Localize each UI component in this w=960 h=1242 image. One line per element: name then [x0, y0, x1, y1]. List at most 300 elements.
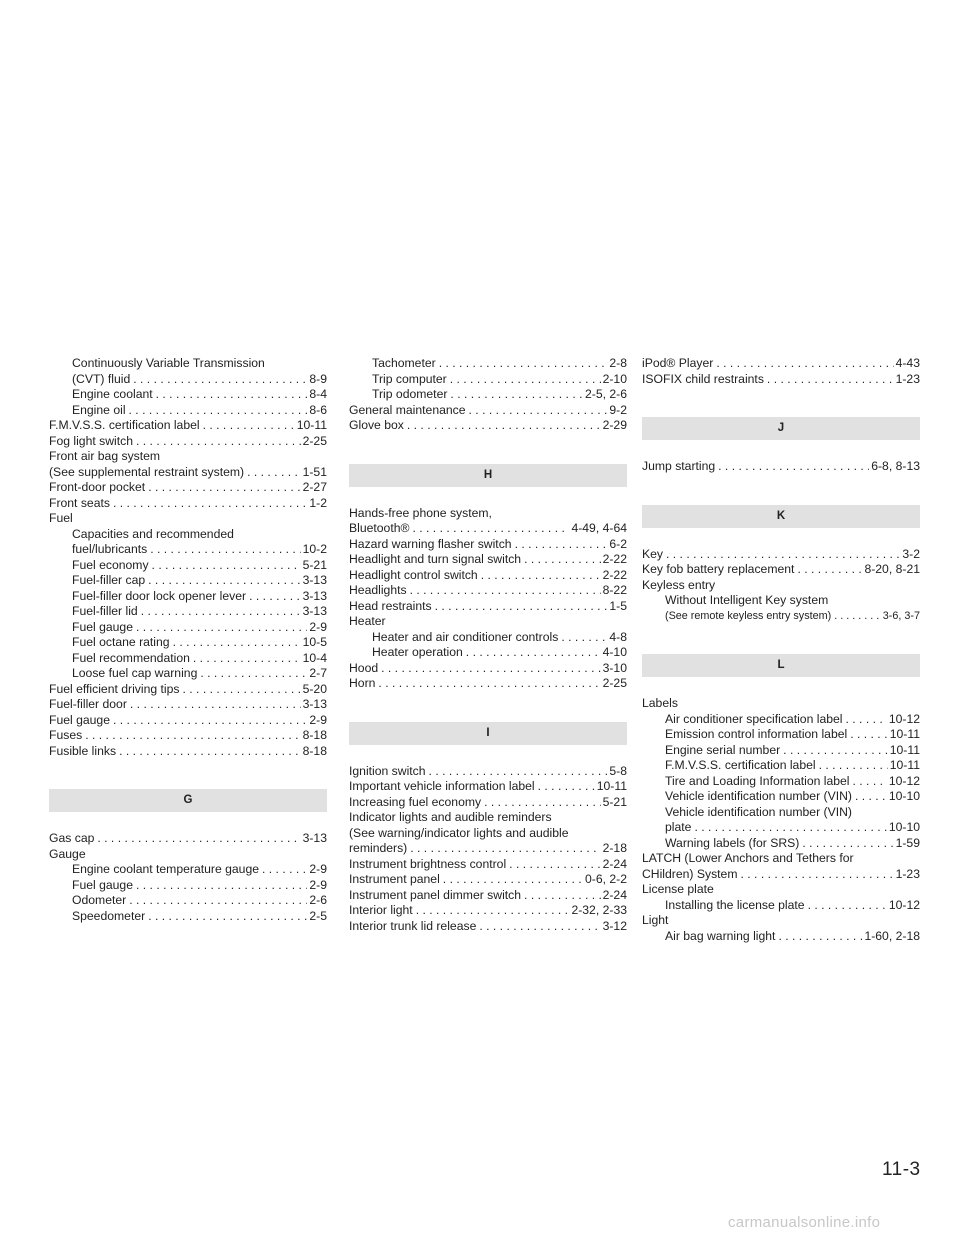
entry-label: General maintenance	[349, 402, 466, 417]
index-entry[interactable]	[49, 558, 327, 574]
dot-leader	[412, 521, 569, 537]
entry-page-ref[interactable]: 2-24	[602, 856, 627, 871]
entry-label: Fuel efficient driving tips	[49, 681, 180, 696]
dot-leader	[481, 568, 601, 584]
dot-leader	[416, 903, 570, 919]
dot-leader	[450, 387, 583, 403]
entry-page-ref[interactable]: 10-11	[889, 727, 920, 741]
index-entry[interactable]	[49, 878, 327, 894]
entry-label: Fog light switch	[49, 433, 133, 448]
dot-leader	[152, 558, 301, 574]
entry-label: Jump starting	[642, 459, 716, 473]
entry-label: Fuel-filler door	[49, 697, 127, 711]
entry-page-ref[interactable]: 0-6, 2-2	[584, 872, 627, 886]
index-entry-heading	[49, 527, 327, 543]
entry-label: Fuel octane rating	[72, 635, 170, 649]
index-entry[interactable]	[349, 645, 627, 661]
entry-page-ref[interactable]: 1-5	[609, 598, 627, 613]
entry-page-ref[interactable]: 10-12	[888, 711, 920, 726]
entry-label: Heater and air conditioner controls	[372, 629, 559, 644]
dot-leader	[262, 862, 307, 878]
entry-label: Instrument panel	[349, 872, 440, 886]
entry-label: ISOFIX child restraints	[642, 371, 764, 386]
entry-label: Air bag warning light	[665, 928, 776, 943]
index-entry[interactable]	[349, 795, 627, 811]
index-entry[interactable]	[49, 573, 327, 589]
section-header-j: J	[642, 417, 920, 440]
entry-label: Gas cap	[49, 831, 95, 845]
index-entry[interactable]	[642, 743, 920, 759]
dot-leader	[666, 547, 900, 563]
entry-page-ref[interactable]: 2-9	[309, 862, 327, 876]
index-entry[interactable]	[349, 583, 627, 599]
index-entry[interactable]	[49, 620, 327, 636]
entry-label: CHildren) System	[642, 866, 738, 881]
index-entry-heading	[642, 696, 920, 712]
index-entry[interactable]	[642, 372, 920, 388]
index-entry[interactable]	[349, 676, 627, 692]
dot-leader	[466, 645, 601, 661]
entry-page-ref[interactable]: 2-8	[609, 356, 627, 370]
dot-leader	[808, 898, 887, 914]
index-entry[interactable]	[49, 893, 327, 909]
index-entry[interactable]	[349, 418, 627, 434]
entry-label: Important vehicle information label	[349, 779, 535, 793]
dot-leader	[129, 893, 307, 909]
page-number: 11-3	[882, 1159, 921, 1180]
index-column-1	[49, 356, 327, 924]
dot-leader	[819, 758, 888, 774]
entry-label: Vehicle identification number (VIN)	[665, 789, 852, 803]
entry-page-ref[interactable]: 2-10	[602, 371, 627, 386]
dot-leader	[200, 666, 307, 682]
index-entry[interactable]	[642, 547, 920, 563]
dot-leader	[484, 795, 600, 811]
index-entry[interactable]	[642, 929, 920, 945]
watermark-link[interactable]: carmanualsonline.info	[728, 1214, 881, 1231]
entry-page-ref[interactable]: 3-13	[302, 697, 327, 711]
index-entry[interactable]	[349, 403, 627, 419]
index-entry[interactable]	[49, 542, 327, 558]
index-entry-heading	[349, 826, 627, 842]
entry-page-ref[interactable]: 3-12	[602, 918, 627, 933]
entry-label: Odometer	[72, 893, 127, 907]
entry-label: Trip computer	[372, 371, 447, 386]
entry-page-ref[interactable]: 4-49, 4-64	[571, 521, 627, 535]
entry-page-ref[interactable]: 10-11	[596, 779, 627, 793]
dot-leader	[778, 929, 862, 945]
index-entry-heading	[349, 506, 627, 522]
index-entry[interactable]	[49, 682, 327, 698]
dot-leader	[767, 372, 894, 388]
section-header-i: I	[349, 722, 627, 745]
entry-label: Headlight control switch	[349, 567, 478, 582]
index-entry[interactable]	[642, 459, 920, 475]
entry-page-ref[interactable]: 2-29	[602, 418, 627, 432]
index-entry[interactable]	[349, 872, 627, 888]
entry-label: Keyless entry	[642, 577, 716, 592]
entry-label: Head restraints	[349, 598, 432, 613]
entry-page-ref[interactable]: 2-27	[302, 480, 327, 494]
entry-label: Headlight and turn signal switch	[349, 552, 522, 566]
index-entry-heading	[642, 593, 920, 609]
entry-page-ref[interactable]: 1-60, 2-18	[864, 928, 920, 943]
entry-label: Fusible links	[49, 743, 117, 758]
entry-label: Capacities and recommended	[72, 526, 234, 541]
index-entry-heading	[49, 511, 327, 527]
entry-label: fuel/lubricants	[72, 542, 148, 556]
entry-page-ref[interactable]: 3-10	[602, 660, 627, 675]
index-entry[interactable]	[49, 496, 327, 512]
entry-label: Speedometer	[72, 908, 146, 923]
dot-leader	[247, 465, 301, 481]
entry-label: Increasing fuel economy	[349, 794, 482, 809]
entry-label: Fuel gauge	[49, 712, 110, 727]
dot-leader	[85, 728, 300, 744]
entry-label: Horn	[349, 676, 376, 690]
index-entry[interactable]	[49, 713, 327, 729]
entry-label: Engine serial number	[665, 742, 781, 757]
entry-page-ref[interactable]: 10-2	[302, 542, 327, 556]
dot-leader	[148, 573, 300, 589]
dot-leader	[450, 372, 601, 388]
dot-leader	[469, 403, 608, 419]
index-entry[interactable]	[642, 712, 920, 728]
entry-page-ref[interactable]: 8-6	[309, 402, 327, 417]
index-entry[interactable]	[642, 867, 920, 883]
index-entry-heading	[642, 882, 920, 898]
dot-leader	[853, 774, 887, 790]
entry-label: Without Intelligent Key system	[665, 593, 829, 607]
dot-leader	[150, 542, 300, 558]
entry-page-ref[interactable]: 8-9	[309, 371, 327, 386]
index-entry[interactable]	[642, 820, 920, 836]
index-entry[interactable]	[349, 599, 627, 615]
dot-leader	[834, 609, 881, 625]
index-entry[interactable]	[349, 552, 627, 568]
entry-page-ref[interactable]: 3-13	[302, 831, 327, 845]
dot-leader	[439, 356, 608, 372]
entry-page-ref[interactable]: 3-13	[302, 588, 327, 603]
entry-page-ref[interactable]: 2-9	[309, 712, 327, 727]
dot-leader	[133, 372, 307, 388]
index-entry[interactable]	[642, 562, 920, 578]
entry-page-ref[interactable]: 10-12	[888, 897, 920, 912]
entry-page-ref[interactable]: 2-9	[309, 877, 327, 892]
dot-leader	[136, 620, 307, 636]
index-entry[interactable]	[49, 372, 327, 388]
index-entry[interactable]	[49, 697, 327, 713]
entry-page-ref[interactable]: 6-2	[609, 536, 627, 551]
entry-label: Key	[642, 546, 664, 561]
entry-label: Front-door pocket	[49, 480, 146, 494]
entry-label: F.M.V.S.S. certification label	[49, 418, 200, 432]
entry-label: Instrument brightness control	[349, 856, 507, 871]
dot-leader	[783, 743, 888, 759]
index-entry[interactable]	[49, 831, 327, 847]
entry-label: Ignition switch	[349, 763, 426, 778]
dot-leader	[249, 589, 301, 605]
dot-leader	[797, 562, 862, 578]
entry-page-ref[interactable]: 8-20, 8-21	[864, 562, 920, 576]
entry-label: Hands-free phone system,	[349, 505, 492, 520]
entry-page-ref[interactable]: 3-13	[302, 604, 327, 618]
index-column-2	[349, 356, 627, 934]
entry-page-ref[interactable]: 5-20	[302, 681, 327, 696]
dot-leader	[524, 888, 601, 904]
dot-leader	[538, 779, 595, 795]
entry-page-ref[interactable]: 8-4	[309, 387, 327, 401]
index-entry[interactable]	[349, 387, 627, 403]
dot-leader	[410, 841, 600, 857]
index-entry[interactable]	[349, 841, 627, 857]
entry-label: Fuel economy	[72, 557, 149, 572]
entry-label: iPod® Player	[642, 356, 714, 370]
dot-leader	[129, 403, 308, 419]
entry-label: Hood	[349, 660, 379, 675]
entry-page-ref[interactable]: 2-25	[302, 433, 327, 448]
entry-page-ref[interactable]: 2-18	[602, 841, 627, 855]
entry-label: Engine coolant	[72, 387, 153, 401]
entry-label: Front air bag system	[49, 449, 161, 463]
entry-label: Tire and Loading Information label	[665, 773, 850, 788]
entry-page-ref[interactable]: 1-2	[309, 495, 327, 510]
section-header-h: H	[349, 464, 627, 487]
entry-label: Indicator lights and audible reminders	[349, 810, 552, 824]
dot-leader	[443, 872, 583, 888]
index-entry[interactable]	[49, 651, 327, 667]
entry-page-ref[interactable]: 10-10	[888, 789, 920, 803]
dot-leader	[407, 418, 601, 434]
entry-label: Fuel-filler cap	[72, 573, 146, 587]
index-entry[interactable]	[642, 774, 920, 790]
entry-label: License plate	[642, 882, 714, 896]
index-entry[interactable]	[642, 898, 920, 914]
index-entry-heading	[49, 356, 327, 372]
entry-page-ref[interactable]: 10-11	[889, 742, 920, 757]
index-entry[interactable]	[49, 909, 327, 925]
dot-leader	[193, 651, 301, 667]
dot-leader	[479, 919, 600, 935]
entry-label: Interior light	[349, 903, 413, 917]
entry-page-ref[interactable]: 3-13	[302, 573, 327, 587]
dot-leader	[718, 459, 869, 475]
index-entry[interactable]	[49, 744, 327, 760]
entry-page-ref[interactable]: 4-43	[895, 356, 920, 370]
entry-page-ref[interactable]: 1-51	[302, 464, 327, 479]
dot-leader	[561, 630, 607, 646]
entry-page-ref[interactable]: 2-5, 2-6	[584, 387, 627, 401]
index-entry[interactable]	[349, 372, 627, 388]
entry-label: Warning labels (for SRS)	[665, 835, 800, 850]
entry-label: Key fob battery replacement	[642, 562, 795, 576]
entry-page-ref[interactable]: 10-5	[302, 635, 327, 649]
entry-page-ref[interactable]: 1-59	[895, 835, 920, 850]
entry-page-ref[interactable]: 10-11	[889, 758, 920, 772]
index-entry[interactable]	[49, 604, 327, 620]
entry-label: Fuel recommendation	[72, 650, 190, 665]
index-entry[interactable]	[642, 836, 920, 852]
index-entry[interactable]	[49, 465, 327, 481]
dot-leader	[850, 727, 888, 743]
entry-label: (See warning/indicator lights and audible	[349, 825, 569, 840]
index-entry[interactable]	[349, 888, 627, 904]
index-entry[interactable]	[49, 635, 327, 651]
index-entry-heading	[642, 913, 920, 929]
dot-leader	[119, 744, 301, 760]
entry-label: Fuel-filler door lock opener lever	[72, 588, 247, 603]
entry-page-ref[interactable]: 2-32, 2-33	[571, 903, 627, 917]
index-entry-heading	[642, 578, 920, 594]
entry-page-ref[interactable]: 8-18	[302, 728, 327, 742]
dot-leader	[378, 676, 600, 692]
dot-leader	[113, 496, 307, 512]
entry-page-ref[interactable]: 9-2	[609, 402, 627, 417]
index-entry[interactable]	[349, 779, 627, 795]
entry-label: Fuel gauge	[72, 877, 133, 892]
dot-leader	[509, 857, 600, 873]
section-header-k: K	[642, 505, 920, 528]
index-entry[interactable]	[349, 919, 627, 935]
index-entry[interactable]	[349, 521, 627, 537]
index-entry-heading	[349, 810, 627, 826]
entry-label: Hazard warning flasher switch	[349, 536, 512, 551]
dot-leader	[113, 713, 307, 729]
entry-label: Engine coolant temperature gauge	[72, 862, 260, 876]
entry-label: Air conditioner specification label	[665, 711, 843, 726]
index-entry[interactable]	[349, 661, 627, 677]
dot-leader	[130, 697, 301, 713]
index-entry[interactable]	[642, 789, 920, 805]
index-entry[interactable]	[49, 403, 327, 419]
index-entry[interactable]	[349, 857, 627, 873]
index-entry[interactable]	[49, 480, 327, 496]
index-entry[interactable]	[49, 434, 327, 450]
entry-page-ref[interactable]: 5-21	[302, 557, 327, 572]
index-entry[interactable]	[642, 609, 920, 625]
entry-page-ref[interactable]: 8-22	[602, 583, 627, 597]
entry-label: (See remote keyless entry system)	[665, 609, 832, 622]
entry-page-ref[interactable]: 4-10	[602, 645, 627, 659]
dot-leader	[148, 480, 300, 496]
entry-label: Engine oil	[72, 402, 126, 417]
index-entry[interactable]	[49, 418, 327, 434]
entry-label: Gauge	[49, 846, 86, 861]
dot-leader	[515, 537, 608, 553]
index-entry[interactable]	[49, 387, 327, 403]
entry-label: Continuously Variable Transmission	[72, 356, 265, 370]
entry-page-ref[interactable]: 6-8, 8-13	[871, 459, 920, 473]
entry-page-ref[interactable]: 2-6	[309, 893, 327, 907]
dot-leader	[203, 418, 295, 434]
dot-leader	[148, 909, 307, 925]
index-entry[interactable]	[642, 727, 920, 743]
index-entry[interactable]	[349, 356, 627, 372]
entry-page-ref[interactable]: 1-23	[895, 371, 920, 386]
dot-leader	[381, 661, 600, 677]
entry-label: Front seats	[49, 495, 110, 510]
entry-label: Labels	[642, 696, 678, 710]
entry-page-ref[interactable]: 8-18	[302, 743, 327, 758]
entry-page-ref[interactable]: 2-25	[602, 676, 627, 690]
entry-label: Fuel	[49, 511, 73, 525]
entry-label: Light	[642, 913, 669, 927]
entry-label: Installing the license plate	[665, 897, 805, 912]
index-entry-heading	[49, 847, 327, 863]
dot-leader	[524, 552, 601, 568]
index-entry[interactable]	[49, 862, 327, 878]
entry-page-ref[interactable]: 1-23	[895, 866, 920, 881]
entry-label: Interior trunk lid release	[349, 918, 477, 933]
entry-label: Fuses	[49, 728, 83, 742]
index-entry[interactable]	[349, 630, 627, 646]
dot-leader	[846, 712, 887, 728]
index-entry-heading	[49, 449, 327, 465]
entry-label: Trip odometer	[372, 387, 448, 401]
entry-label: Loose fuel cap warning	[72, 666, 198, 680]
dot-leader	[802, 836, 893, 852]
dot-leader	[183, 682, 301, 698]
index-entry[interactable]	[349, 764, 627, 780]
entry-page-ref[interactable]: 10-11	[296, 418, 327, 432]
entry-page-ref[interactable]: 5-8	[609, 763, 627, 778]
section-header-g: G	[49, 789, 327, 812]
entry-page-ref[interactable]: 3-6, 3-7	[882, 609, 920, 622]
entry-label: Instrument panel dimmer switch	[349, 887, 522, 902]
index-entry[interactable]	[349, 568, 627, 584]
entry-page-ref[interactable]: 10-10	[888, 820, 920, 834]
entry-label: Fuel gauge	[72, 619, 133, 634]
index-entry[interactable]	[49, 728, 327, 744]
index-entry-heading	[642, 851, 920, 867]
entry-page-ref[interactable]: 2-22	[602, 567, 627, 582]
index-entry[interactable]	[349, 903, 627, 919]
entry-page-ref[interactable]: 2-22	[602, 552, 627, 566]
index-entry[interactable]	[49, 589, 327, 605]
index-entry-heading	[349, 614, 627, 630]
entry-page-ref[interactable]: 2-9	[309, 619, 327, 634]
entry-label: Bluetooth®	[349, 521, 410, 535]
entry-label: Tachometer	[372, 356, 436, 370]
dot-leader	[694, 820, 886, 836]
entry-label: reminders)	[349, 841, 408, 855]
dot-leader	[716, 356, 893, 372]
entry-page-ref[interactable]: 10-12	[888, 773, 920, 788]
entry-page-ref[interactable]: 10-4	[302, 650, 327, 665]
index-entry[interactable]	[642, 758, 920, 774]
entry-label: Emission control information label	[665, 727, 848, 741]
index-entry[interactable]	[49, 666, 327, 682]
entry-page-ref[interactable]: 5-21	[602, 794, 627, 809]
index-entry[interactable]	[642, 356, 920, 372]
entry-page-ref[interactable]: 2-24	[602, 887, 627, 902]
dot-leader	[136, 434, 301, 450]
index-entry[interactable]	[349, 537, 627, 553]
entry-page-ref[interactable]: 2-7	[309, 666, 327, 680]
entry-label: LATCH (Lower Anchors and Tethers for	[642, 851, 854, 865]
entry-label: Heater	[349, 614, 386, 628]
dot-leader	[97, 831, 300, 847]
entry-label: F.M.V.S.S. certification label	[665, 758, 816, 772]
entry-label: Headlights	[349, 583, 407, 597]
dot-leader	[136, 878, 307, 894]
dot-leader	[156, 387, 308, 403]
entry-page-ref[interactable]: 4-8	[609, 629, 627, 644]
entry-page-ref[interactable]: 2-5	[309, 908, 327, 923]
entry-page-ref[interactable]: 3-2	[902, 546, 920, 561]
dot-leader	[435, 599, 608, 615]
dot-leader	[173, 635, 301, 651]
